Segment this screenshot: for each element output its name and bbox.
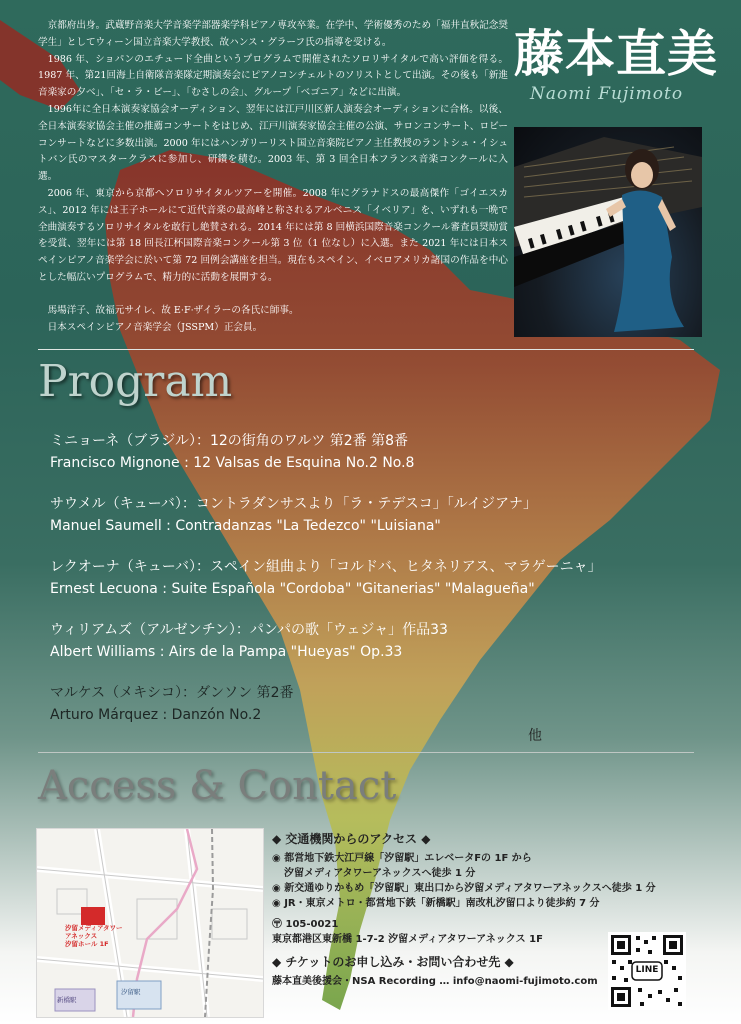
ticket-heading: ◆ チケットのお申し込み・お問い合わせ先 ◆ (272, 955, 514, 969)
bio-society: 日本スペインピアノ音楽学会（JSSPM）正会員。 (47, 321, 263, 333)
program-item-english: Manuel Saumell : Contradanzas "La Tedezco" "Luisiana" (50, 518, 441, 534)
program-list (50, 430, 670, 745)
bio-paragraph: 京都府出身。武蔵野音楽大学音楽学部器楽学科ピアノ専攻卒業。在学中、学術優秀のため「福井直秋記念奨学生」としてウィーン国立音楽大学教授、故ハンス・グラーフ氏の指導を受ける。 (38, 20, 508, 48)
venue-address: 東京都港区東新橋 1-7-2 汐留メディアタワーアネックス 1F (272, 934, 543, 945)
program-item-english: Albert Williams : Airs de la Pampa "Hueyas" Op.33 (50, 644, 403, 660)
biography (38, 18, 508, 336)
program-item-japanese: ウィリアムズ（アルゼンチン）：パンパの歌「ウェジャ」作品33 (50, 622, 448, 638)
program-others: 他 (528, 728, 542, 744)
program-item (50, 556, 670, 616)
access-line: 汐留メディアタワーアネックスへ徒歩 1 分 (284, 868, 476, 879)
access-line: ◉ 都営地下鉄大江戸線「汐留駅」エレベータFの 1F から (272, 853, 532, 864)
artist-photo (514, 127, 702, 337)
program-heading: Program (38, 356, 233, 407)
artist-name-english: Naomi Fujimoto (530, 84, 684, 104)
bio-teachers: 馬場洋子、故福元サイレ、故 E·F·ザイラーの各氏に師事。 (47, 304, 299, 316)
map-graphic (37, 829, 263, 1017)
program-item-japanese: サウメル（キューバ）：コントラダンサスより「ラ・テデスコ」「ルイジアナ」 (50, 496, 538, 512)
program-item-japanese: マルケス（メキシコ）：ダンソン 第2番 (50, 685, 294, 701)
map-station-label: 新橋駅 (57, 996, 77, 1004)
bio-paragraph: 1996年に全日本演奏家協会オーディション、翌年には江戸川区新人演奏会オーディションに合格。以後、全日本演奏家協会主催の推薦コンサートをはじめ、江戸川演奏家協会主催の公演、サロンコンサート、ロビーコンサートなどに多数出演。2000 年にはハンガリーリスト国立音楽院ピアノ主任教授のラントシュ・イシュトバン氏のマスタークラスに参加し、研鑽を積む。2003 年、第 3 回全日本フランス音楽コンクールに入選。 (38, 103, 508, 183)
access-heading: Access & Contact (38, 763, 397, 809)
program-item-english: Ernest Lecuona : Suite Española "Cordoba" "Gitanerias" "Malagueña" (50, 581, 535, 597)
map-venue-label: 汐留メディアタワー アネックス 汐留ホール 1F (65, 924, 123, 948)
program-item-english: Francisco Mignone : 12 Valsas de Esquina No.2 No.8 (50, 455, 415, 471)
artist-name-japanese: 藤本直美 (514, 24, 718, 83)
pianist-illustration (514, 127, 702, 337)
transport-heading: ◆ 交通機関からのアクセス ◆ (272, 832, 431, 846)
access-map[interactable] (36, 828, 264, 1018)
program-item (50, 682, 670, 742)
program-item-japanese: ミニョーネ（ブラジル）：12の街角のワルツ 第2番 第8番 (50, 433, 409, 449)
contact-info[interactable]: 藤本直美後援会・NSA Recording … info@naomi-fujimoto.com (272, 976, 598, 987)
access-line: ◉ 新交通ゆりかもめ「汐留駅」東出口から汐留メディアタワーアネックスへ徒歩 1 分 (272, 883, 656, 894)
program-item-japanese: レクオーナ（キューバ）：スペイン組曲より「コルドバ、ヒタネリアス、マラゲーニャ」 (50, 559, 602, 575)
divider (38, 349, 694, 350)
postal-code: 〶 105-0021 (272, 919, 339, 930)
bio-paragraph: 2006 年、東京から京都へソロリサイタルツアーを開催。2008 年にグラナドスの最高傑作「ゴイエスカス」、2012 年には王子ホールにて近代音楽の最高峰と称されるアルベニス「イベリア」を、いずれも一晩で全曲演奏するソロリサイタルを敢行し絶賛される。2014 年には第 8 回横浜国際音楽コンクール審査員奨励賞を受賞、翌年には第 18 回長江杯国際音楽コンクール第 3 位（1 位なし）に入選。また 2021 年には日本スペインピアノ音楽学会に於いて第 72 回例会講座を担当。現在もスペイン、イベロアメリカ諸国の作品を中心とした幅広いプログラムで、精力的に活動を展開する。 (38, 187, 508, 283)
qr-label: LINE (635, 965, 659, 975)
line-qr-code[interactable] (608, 932, 686, 1010)
postal-mark-icon: 〶 (272, 919, 282, 930)
access-line: ◉ JR・東京メトロ・都営地下鉄「新橋駅」南改札汐留口より徒歩約 7 分 (272, 898, 600, 909)
program-item (50, 430, 670, 490)
program-item (50, 619, 670, 679)
program-item-english: Arturo Márquez : Danzón No.2 (50, 707, 262, 723)
program-item (50, 493, 670, 553)
bio-paragraph: 1986 年、ショパンのエチュード全曲というプログラムで開催されたソロリサイタルで高い評価を得る。1987 年、第21回海上自衛隊音楽隊定期演奏会にピアノコンチェルトのソリストとして出演。その後も「新進音楽家の夕べ」、「セ・ラ・ビー」、「むさしの会」、グループ「ベゴニア」などに出演。 (38, 53, 508, 99)
divider (38, 752, 694, 753)
map-station-label: 汐留駅 (121, 988, 141, 996)
